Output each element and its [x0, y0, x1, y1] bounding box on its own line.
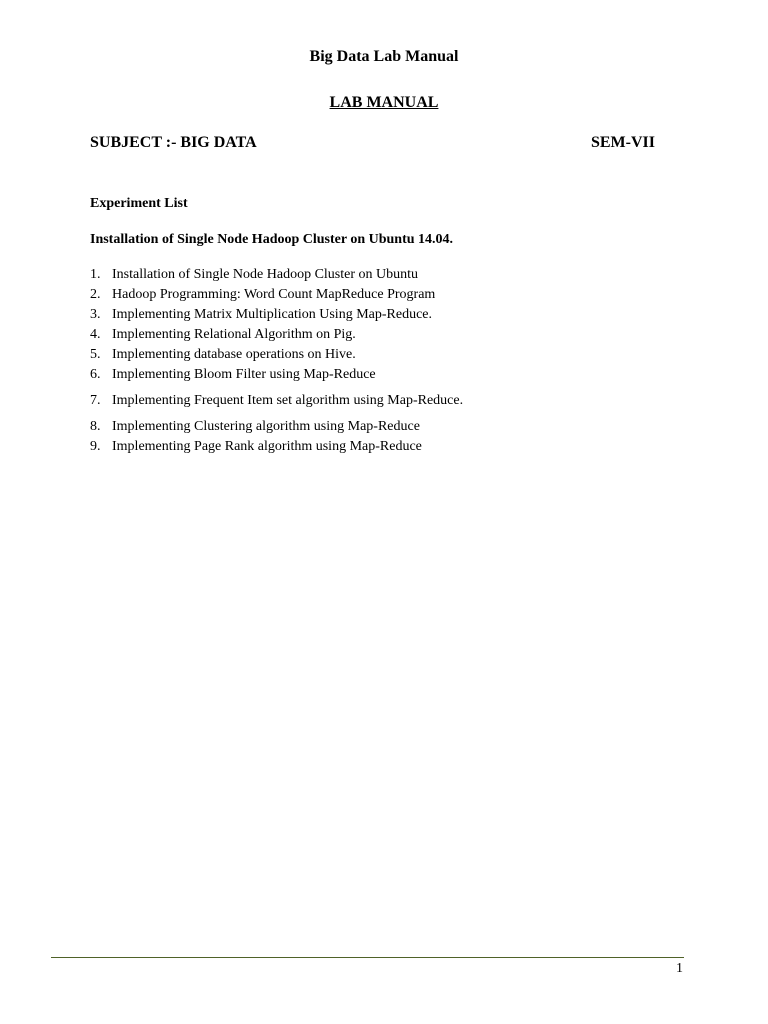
list-item — [90, 391, 463, 411]
list-item-text: Implementing Frequent Item set algorithm using Map-Reduce. — [112, 393, 464, 408]
lab-manual-title: LAB MANUAL — [329, 94, 439, 111]
page-number: 1 — [676, 961, 683, 976]
list-item-number: 7. — [90, 393, 101, 408]
list-item — [90, 285, 463, 305]
list-item — [90, 325, 463, 345]
list-item — [90, 365, 463, 385]
experiment-list-heading: Experiment List — [90, 196, 188, 211]
list-item-text: Implementing database operations on Hive. — [112, 347, 356, 362]
list-item — [90, 417, 463, 437]
list-item-text: Installation of Single Node Hadoop Cluster on Ubuntu — [112, 267, 419, 282]
list-item-number: 5. — [90, 347, 101, 362]
list-item-number: 6. — [90, 367, 101, 382]
experiment-subheading: Installation of Single Node Hadoop Cluster on Ubuntu 14.04. — [90, 232, 454, 247]
experiment-list — [90, 265, 463, 457]
list-item-text: Implementing Page Rank algorithm using Map-Reduce — [112, 439, 422, 454]
list-item-number: 1. — [90, 267, 101, 282]
list-item — [90, 345, 463, 365]
list-item-text: Implementing Bloom Filter using Map-Reduce — [112, 367, 376, 382]
semester-label: SEM-VII — [590, 134, 655, 151]
list-item — [90, 265, 463, 285]
list-item-text: Implementing Clustering algorithm using Map-Reduce — [112, 419, 420, 434]
list-item-number: 4. — [90, 327, 101, 342]
footer-rule — [51, 957, 684, 958]
list-item — [90, 305, 463, 325]
subject-line — [90, 132, 655, 154]
list-item-text: Hadoop Programming: Word Count MapReduce Program — [112, 287, 436, 302]
subject-label: SUBJECT :- BIG DATA — [90, 134, 257, 151]
document-header: Big Data Lab Manual — [309, 48, 459, 65]
list-item-number: 3. — [90, 307, 101, 322]
list-item-number: 2. — [90, 287, 101, 302]
list-item — [90, 437, 463, 457]
list-item-number: 8. — [90, 419, 101, 434]
list-item-text: Implementing Matrix Multiplication Using Map-Reduce. — [112, 307, 432, 322]
list-item-text: Implementing Relational Algorithm on Pig. — [112, 327, 356, 342]
list-item-number: 9. — [90, 439, 101, 454]
